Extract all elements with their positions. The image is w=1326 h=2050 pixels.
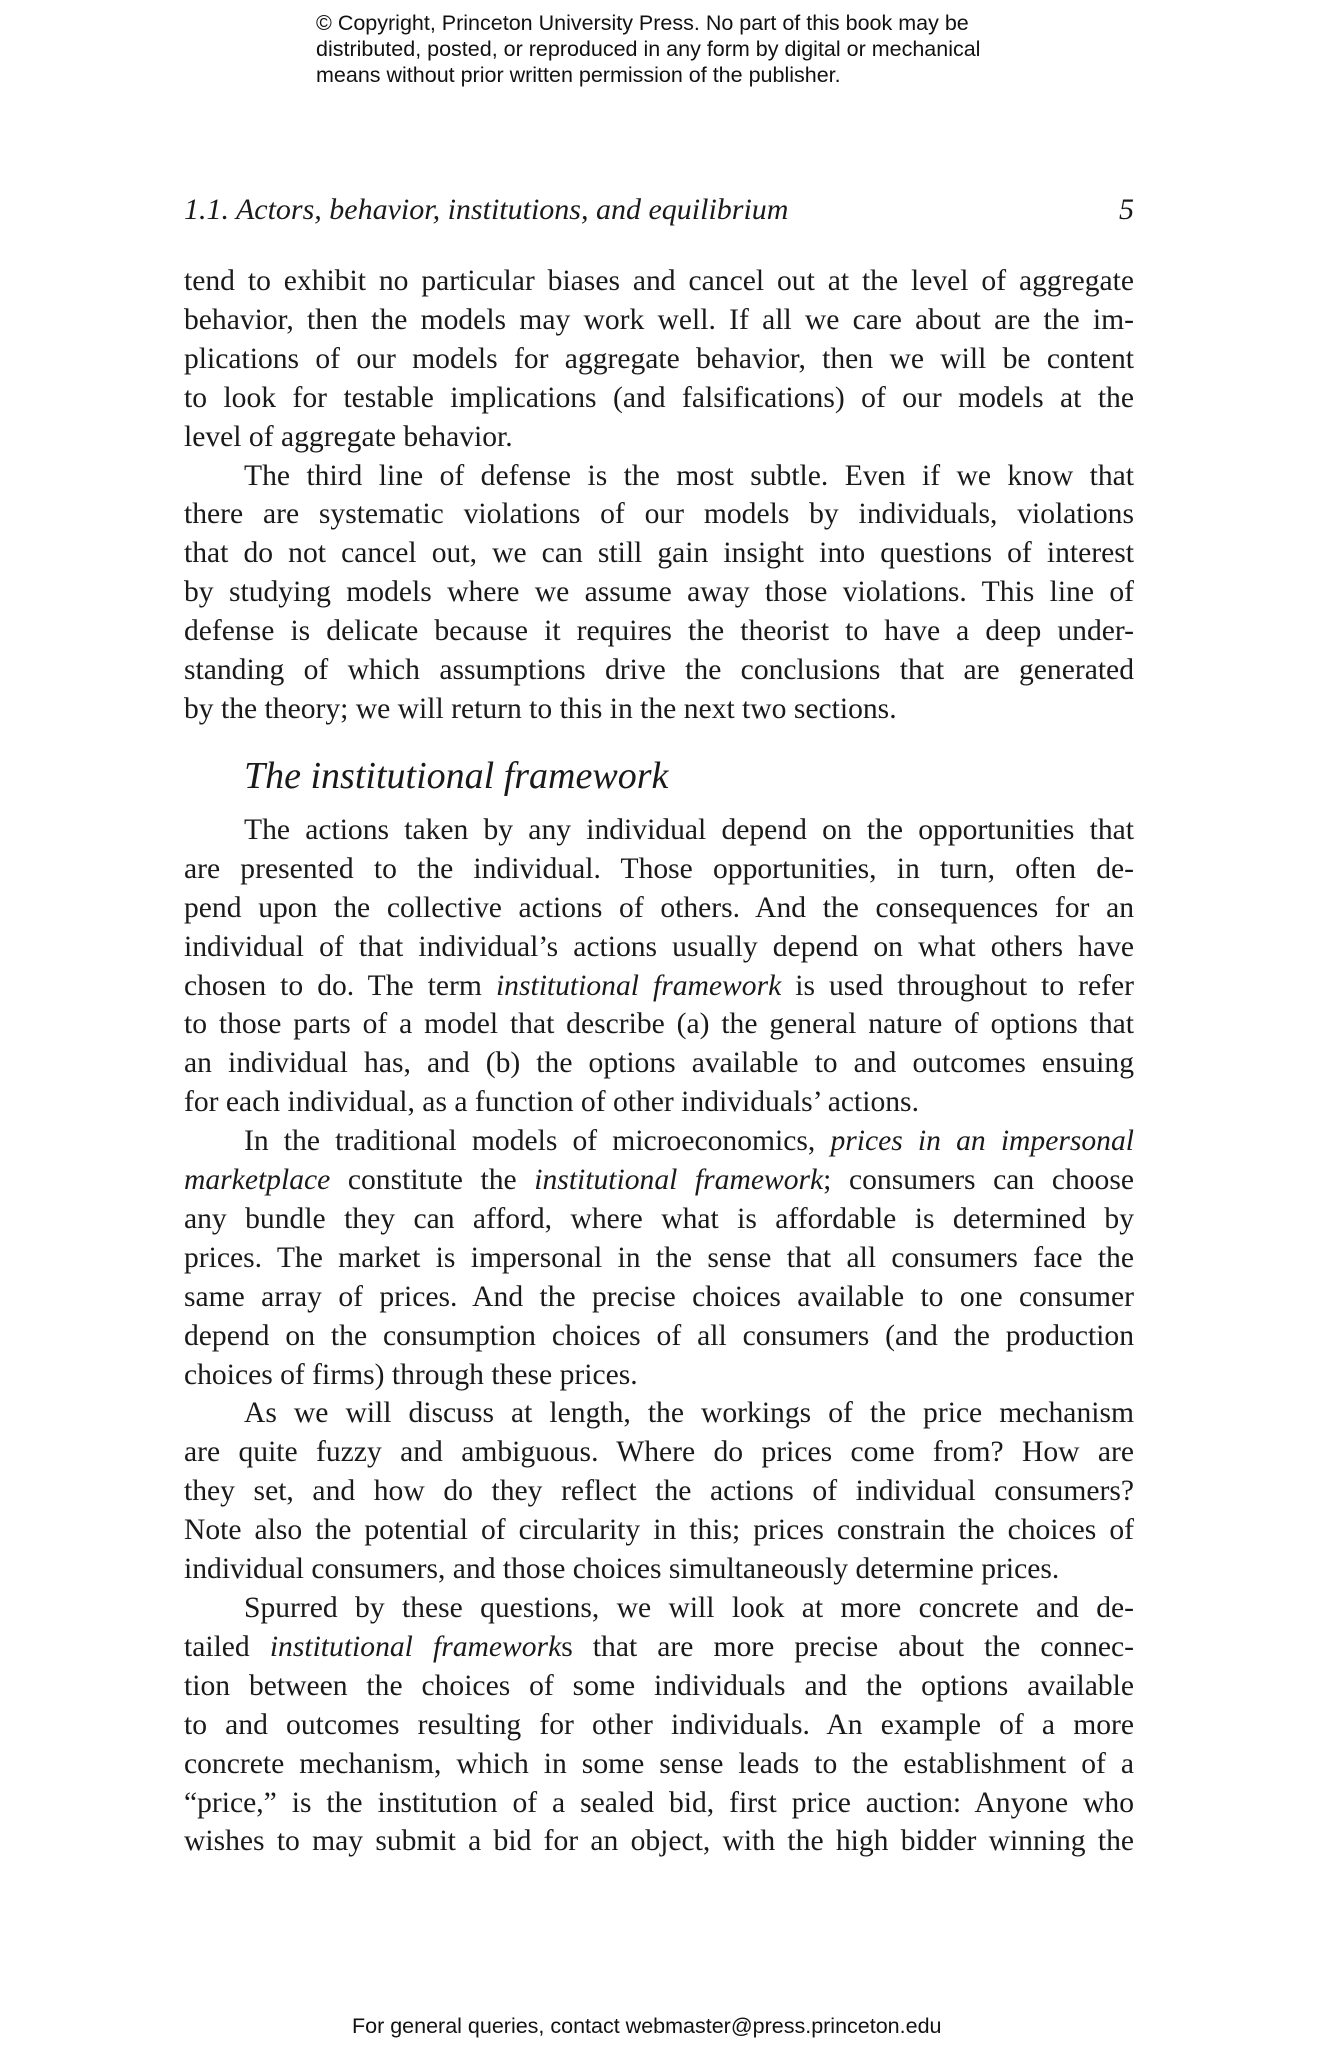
text-line: defense is delicate because it requires the theorist to have a deep under- — [184, 615, 1134, 648]
text-line: pend upon the collective actions of others. And the consequences for an — [184, 891, 1134, 924]
paragraph — [184, 811, 1134, 1122]
copyright-line: distributed, posted, or reproduced in any form by digital or mechanical — [316, 37, 981, 61]
text-line: standing of which assumptions drive the conclusions that are generated — [184, 654, 1134, 687]
text-line: chosen to do. The term institutional framework is used throughout to refer — [184, 969, 1134, 1002]
text-line: to look for testable implications (and falsifications) of our models at the — [184, 381, 1134, 414]
body-text — [184, 262, 1134, 1861]
text-line: by studying models where we assume away those violations. This line of — [184, 576, 1134, 609]
text-line: The actions taken by any individual depend on the opportunities that — [244, 813, 1134, 846]
text-line: are quite fuzzy and ambiguous. Where do prices come from? How are — [184, 1436, 1134, 1469]
paragraphs-after-heading — [184, 811, 1134, 1861]
copyright-notice — [316, 10, 1076, 88]
text-line: for each individual, as a function of other individuals’ actions. — [184, 1086, 919, 1119]
text-line: tailed institutional frameworks that are more precise about the connec- — [184, 1630, 1134, 1663]
text-line: behavior, then the models may work well. If all we care about are the im- — [184, 303, 1134, 336]
text-line: same array of prices. And the precise choices available to one consumer — [184, 1280, 1134, 1313]
running-head-title: 1.1. Actors, behavior, institutions, and equilibrium — [184, 193, 789, 226]
text-line: depend on the consumption choices of all consumers (and the production — [184, 1319, 1134, 1352]
paragraph — [184, 1122, 1134, 1394]
copyright-line: means without prior written permission of the publisher. — [316, 63, 841, 87]
text-line: that do not cancel out, we can still gain insight into questions of interest — [184, 537, 1134, 570]
text-line: there are systematic violations of our models by individuals, violations — [184, 498, 1134, 531]
text-line: any bundle they can afford, where what is affordable is determined by — [184, 1202, 1134, 1235]
page-number: 5 — [1119, 193, 1134, 226]
text-line: Note also the potential of circularity in this; prices constrain the choices of — [184, 1514, 1134, 1547]
text-line: plications of our models for aggregate behavior, then we will be content — [184, 342, 1134, 375]
text-line: “price,” is the institution of a sealed bid, first price auction: Anyone who — [184, 1786, 1134, 1819]
paragraph — [184, 457, 1134, 729]
text-line: to and outcomes resulting for other individuals. An example of a more — [184, 1708, 1134, 1741]
text-line: level of aggregate behavior. — [184, 420, 513, 453]
text-line: prices. The market is impersonal in the sense that all consumers face the — [184, 1241, 1134, 1274]
text-line: The third line of defense is the most subtle. Even if we know that — [244, 459, 1134, 492]
text-line: As we will discuss at length, the workings of the price mechanism — [244, 1397, 1134, 1430]
text-line: wishes to may submit a bid for an object, with the high bidder winning the — [184, 1825, 1134, 1858]
text-line: marketplace constitute the institutional framework; consumers can choose — [184, 1164, 1134, 1197]
text-line: to those parts of a model that describe (a) the general nature of options that — [184, 1008, 1134, 1041]
paragraph — [184, 1394, 1134, 1589]
text-line: an individual has, and (b) the options available to and outcomes ensuing — [184, 1047, 1134, 1080]
paragraph — [184, 262, 1134, 457]
section-heading: The institutional framework — [244, 754, 669, 797]
paragraphs-before-heading — [184, 262, 1134, 729]
text-line: they set, and how do they reflect the actions of individual consumers? — [184, 1475, 1134, 1508]
footer-contact: For general queries, contact webmaster@press.princeton.edu — [352, 2014, 942, 2038]
running-head — [184, 190, 1134, 230]
text-line: tend to exhibit no particular biases and cancel out at the level of aggregate — [184, 265, 1134, 297]
text-line: In the traditional models of microeconomics, prices in an impersonal — [244, 1125, 1134, 1158]
text-line: by the theory; we will return to this in the next two sections. — [184, 692, 897, 725]
text-line: tion between the choices of some individuals and the options available — [184, 1669, 1134, 1702]
text-line: choices of firms) through these prices. — [184, 1358, 638, 1391]
text-line: are presented to the individual. Those opportunities, in turn, often de- — [184, 852, 1134, 885]
text-line: Spurred by these questions, we will look at more concrete and de- — [244, 1592, 1134, 1624]
paragraph — [184, 1589, 1134, 1861]
text-line: concrete mechanism, which in some sense leads to the establishment of a — [184, 1747, 1134, 1780]
text-line: individual consumers, and those choices simultaneously determine prices. — [184, 1553, 1060, 1586]
copyright-line: © Copyright, Princeton University Press. No part of this book may be — [316, 11, 969, 35]
text-line: individual of that individual’s actions usually depend on what others have — [184, 930, 1134, 963]
